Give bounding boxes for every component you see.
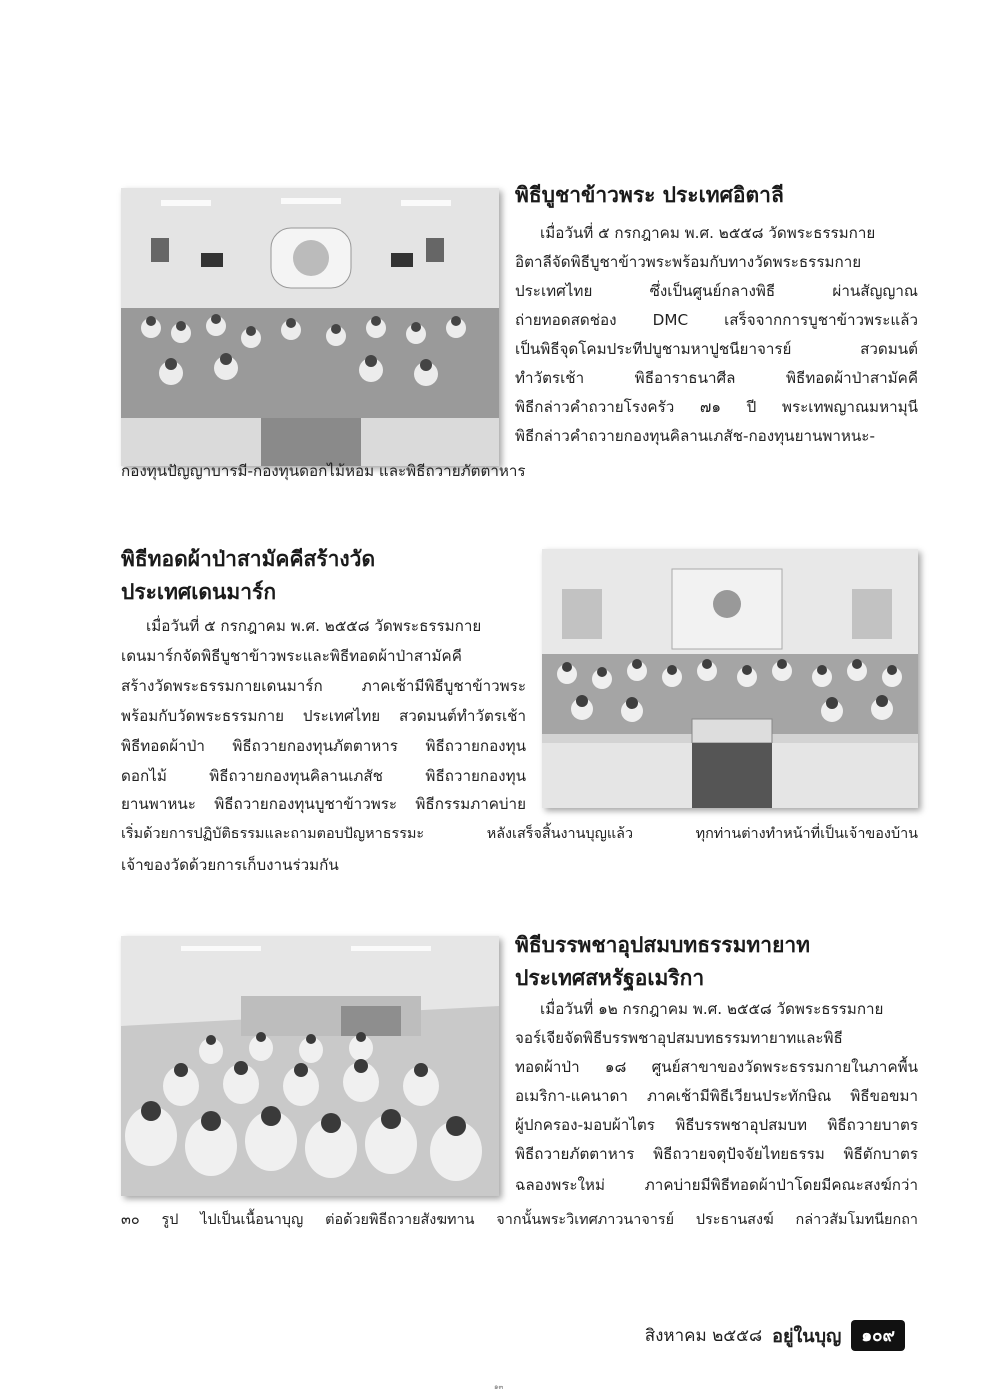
section-denmark-line-8: เริ่มด้วยการปฏิบัติธรรมและถามตอบปัญหาธรรมะ หลังเสร็จสิ้นงานบุญแล้ว ทุกท่านต่างทำหน้าที่เป็นเจ้าของบ้าน	[121, 826, 918, 842]
section-italy-line-4: ถ่ายทอดสดช่อง DMC เสร็จจากการบูชาข้าวพระแล้ว	[515, 311, 918, 329]
section-italy-line-2: อิตาลีจัดพิธีบูชาข้าวพระพร้อมกับทางวัดพระธรรมกาย	[515, 253, 862, 271]
section-title-usa: พิธีบรรพชาอุปสมบทธรรมทายาท ประเทศสหรัฐอเมริกา	[515, 933, 811, 990]
section-title-italy: พิธีบูชาข้าวพระ ประเทศอิตาลี	[515, 183, 784, 207]
photo-italy-ceremony	[121, 188, 499, 466]
photo-italy-image	[121, 188, 499, 466]
section-denmark-line-9: เจ้าของวัดด้วยการเก็บงานร่วมกัน	[121, 856, 339, 874]
section-italy-line-8: พิธีกล่าวคำถวายกองทุนคิลานเภสัช-กองทุนยานพาหนะ-	[515, 427, 875, 445]
section-denmark-line-3: สร้างวัดพระธรรมกายเดนมาร์ก ภาคเช้ามีพิธีบูชาข้าวพระ	[121, 677, 526, 695]
section-usa-line-5: ผู้ปกครอง-มอบผ้าไตร พิธีบรรพชาอุปสมบท พิธีถวายบาตร	[515, 1116, 918, 1134]
section-title-denmark: พิธีทอดผ้าป่าสามัคคีสร้างวัด ประเทศเดนมาร์ก	[121, 547, 376, 604]
photo-usa-image	[121, 936, 499, 1196]
section-italy-line-5: เป็นพิธีจุดโคมประทีปบูชามหาปูชนียาจารย์ สวดมนต์	[515, 340, 918, 358]
section-denmark-line-6: ดอกไม้ พิธีถวายกองทุนคิลานเภสัช พิธีถวายกองทุน	[121, 767, 526, 785]
section-italy-line-9: กองทุนปัญญาบารมี-กองทุนดอกไม้หอม และพิธีถวายภัตตาหาร	[121, 462, 526, 480]
photo-denmark-ceremony	[542, 549, 918, 808]
section-denmark-line-4: พร้อมกับวัดพระธรรมกาย ประเทศไทย สวดมนต์ทำวัตรเช้า	[121, 707, 526, 725]
section-denmark-line-5: พิธีทอดผ้าป่า พิธีถวายกองทุนภัตตาหาร พิธีถวายกองทุน	[121, 737, 526, 755]
photo-usa-ordination	[121, 936, 499, 1196]
section-italy-line-7: พิธีกล่าวคำถวายโรงครัว ๗๑ ปี พระเทพญาณมหามุนี	[515, 398, 918, 416]
page-number: ๑๐๙	[851, 1320, 905, 1351]
section-usa-line-6: พิธีถวายภัตตาหาร พิธีถวายจตุปัจจัยไทยธรรม พิธีตักบาตร	[515, 1145, 918, 1163]
section-denmark-line-2: เดนมาร์กจัดพิธีบูชาข้าวพระและพิธีทอดผ้าป่าสามัคคี	[121, 647, 462, 665]
section-denmark-line-1: เมื่อวันที่ ๕ กรกฎาคม พ.ศ. ๒๕๕๘ วัดพระธรรมกาย	[146, 617, 482, 635]
section-italy-line-1: เมื่อวันที่ ๕ กรกฎาคม พ.ศ. ๒๕๕๘ วัดพระธรรมกาย	[540, 224, 876, 242]
bottom-print-mark: ๑๓	[494, 1383, 504, 1391]
section-usa-line-1: เมื่อวันที่ ๑๒ กรกฎาคม พ.ศ. ๒๕๕๘ วัดพระธรรมกาย	[540, 1000, 884, 1018]
section-denmark-line-7: ยานพาหนะ พิธีถวายกองทุนบูชาข้าวพระ พิธีกรรมภาคบ่าย	[121, 795, 526, 813]
section-usa-line-3: ทอดผ้าป่า ๑๘ ศูนย์สาขาของวัดพระธรรมกายในภาคพื้น	[515, 1058, 918, 1076]
section-usa-line-4: อเมริกา-แคนาดา ภาคเช้ามีพิธีเวียนประทักษิณ พิธีขอขมา	[515, 1087, 918, 1105]
footer-magazine-name: อยู่ในบุญ	[772, 1325, 842, 1347]
section-italy-line-6: ทำวัตรเช้า พิธีอาราธนาศีล พิธีทอดผ้าป่าสามัคคี	[515, 369, 918, 387]
page-footer	[645, 1318, 905, 1352]
section-usa-line-8: ๓๐ รูป ไปเป็นเนื้อนาบุญ ต่อด้วยพิธีถวายสังฆทาน จากนั้นพระวิเทศภาวนาจารย์ ประธานสงฆ์ กล่าวสัมโมทนียกถา	[121, 1212, 918, 1228]
section-usa-line-2: จอร์เจียจัดพิธีบรรพชาอุปสมบทธรรมทายาทและพิธี	[515, 1029, 843, 1047]
photo-denmark-image	[542, 549, 918, 808]
footer-issue-date: สิงหาคม ๒๕๕๘	[644, 1325, 763, 1346]
section-italy-line-3: ประเทศไทย ซึ่งเป็นศูนย์กลางพิธี ผ่านสัญญาณ	[515, 282, 918, 300]
section-usa-line-7: ฉลองพระใหม่ ภาคบ่ายมีพิธีทอดผ้าป่าโดยมีคณะสงฆ์กว่า	[515, 1176, 918, 1194]
